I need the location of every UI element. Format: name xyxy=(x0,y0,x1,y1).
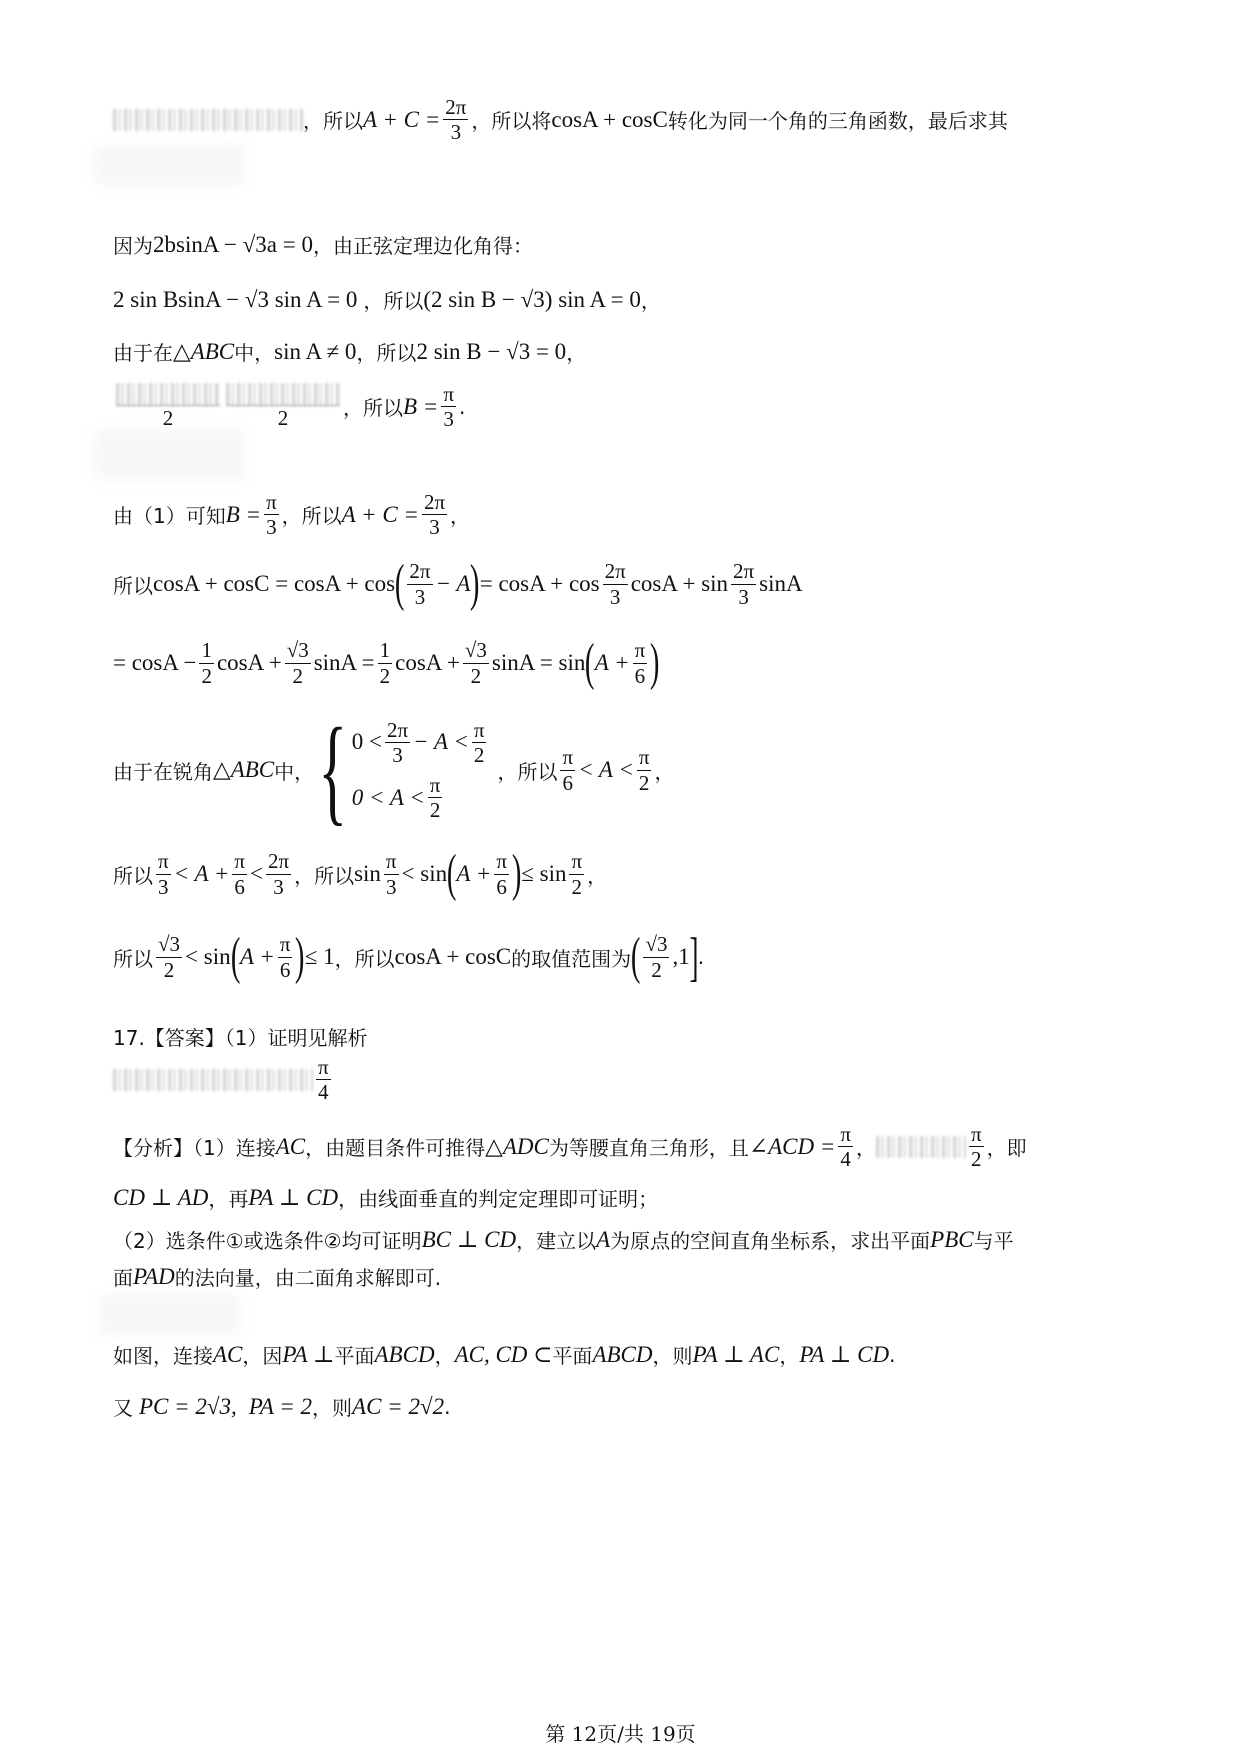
fraction: $\frac{1}{2}$ xyxy=(201,638,212,688)
math-expr: ∠ACD = xyxy=(748,1133,836,1159)
text: 为等腰直角三角形，且 xyxy=(548,1136,749,1161)
text: ， xyxy=(654,759,675,784)
fraction: $\frac{2\pi}{3}$ xyxy=(733,559,755,609)
math-expr: △ABC xyxy=(213,757,275,782)
math-expr: sinA = xyxy=(313,650,375,675)
text: 的法向量，由二面角求解即可. xyxy=(174,1266,442,1290)
text: ，所以将 xyxy=(471,109,552,134)
math-expr: PC = 2√3, xyxy=(139,1393,237,1419)
math-expr: BC ⊥ CD xyxy=(421,1226,517,1252)
fraction: $\frac{√3}{2}$ xyxy=(645,932,668,982)
math-expr: AC = 2√2 xyxy=(352,1393,445,1419)
text-line-18 xyxy=(113,1340,896,1369)
text: . xyxy=(697,945,705,969)
math-expr: < A < xyxy=(578,757,634,782)
text-line-7 xyxy=(113,555,803,612)
math-expr: cosA + cosC xyxy=(394,944,512,969)
math-expr: PBC xyxy=(930,1226,974,1252)
left-brace: { xyxy=(318,703,348,836)
text: ，则 xyxy=(312,1396,353,1420)
fraction: $\frac{\pi}{6}$ xyxy=(562,745,574,795)
text: 平面 xyxy=(334,1344,375,1368)
math-expr: < xyxy=(249,861,263,886)
text-line-6 xyxy=(113,490,470,539)
math-expr: 2bsinA − √3a = 0 xyxy=(153,231,313,257)
text: ，所以 xyxy=(334,946,395,971)
text: 因为 xyxy=(113,234,153,258)
watermark-blob xyxy=(95,430,245,480)
text: 的取值范围为 xyxy=(511,946,632,971)
text: ， xyxy=(855,1136,876,1161)
fraction: $\frac{\pi}{6}$ xyxy=(496,849,507,899)
right-paren: ) xyxy=(650,634,660,691)
fraction: $\frac{2\pi}{3}$ xyxy=(445,95,467,145)
text: ， xyxy=(566,341,587,365)
math-expr: ABCD xyxy=(374,1341,435,1367)
math-expr: sinA = sin xyxy=(491,650,586,675)
text-line-11 xyxy=(113,927,705,987)
text: 中， xyxy=(234,341,275,365)
math-expr: A + xyxy=(594,650,630,675)
math-expr: ≤ sin xyxy=(521,861,567,886)
math-expr: = cosA + cos xyxy=(479,571,600,596)
math-expr: cosA + xyxy=(216,650,282,675)
watermark-blob xyxy=(100,1295,240,1335)
text: . xyxy=(889,1342,896,1367)
math-expr: = cosA − xyxy=(113,650,197,675)
math-expr: cosA + sin xyxy=(630,571,729,596)
text: ，所以 xyxy=(343,396,403,421)
math-expr: sin A ≠ 0 xyxy=(274,338,357,364)
left-paren: ( xyxy=(230,928,241,985)
text: 所以 xyxy=(113,573,153,598)
left-paren: ( xyxy=(394,555,405,612)
math-expr: A xyxy=(596,1226,611,1252)
math-expr: cosA + cosC xyxy=(551,106,668,132)
fraction: $\frac{\pi}{2}$ xyxy=(970,1122,982,1172)
text: ，所以 xyxy=(281,504,342,529)
text: 为原点的空间直角坐标系，求出平面 xyxy=(610,1229,931,1253)
text-line-14 xyxy=(113,1122,1027,1171)
math-expr: PA ⊥ xyxy=(282,1341,335,1367)
text: ，即 xyxy=(986,1136,1027,1161)
text: ，由正弦定理边化角得： xyxy=(312,234,533,258)
fraction: $\frac{\pi}{6}$ xyxy=(634,638,646,688)
fraction: $\frac{√3}{2}$ xyxy=(464,638,487,688)
text: . xyxy=(444,1394,451,1419)
page-footer: 第 12页/共 19页 xyxy=(545,1722,696,1746)
text: ，所以 xyxy=(363,289,424,313)
math-expr: AC, CD ⊂ xyxy=(454,1341,553,1367)
text: 由（1）可知 xyxy=(113,504,226,529)
text-line-16 xyxy=(113,1225,1014,1254)
math-expr: cosA + xyxy=(395,650,460,675)
math-expr: PA ⊥ AC xyxy=(692,1341,780,1367)
math-expr: < sin xyxy=(185,944,231,969)
text: ，所以 xyxy=(497,759,558,784)
fraction: $\frac{\pi}{3}$ xyxy=(266,490,277,540)
fraction: $\frac{\pi}{4}$ xyxy=(318,1055,329,1105)
text-line-17 xyxy=(113,1262,441,1291)
left-paren: ( xyxy=(585,634,595,691)
math-expr: PAD xyxy=(133,1263,175,1289)
text: ，因 xyxy=(242,1344,283,1368)
fraction: $\frac{√3}{2}$ xyxy=(158,932,181,982)
math-expr: A + C = xyxy=(341,501,419,527)
text: ， xyxy=(450,504,471,529)
text: 由于在 xyxy=(113,341,173,365)
fraction: $\frac{√3}{2}$ xyxy=(286,638,309,688)
fraction: $\frac{\pi}{2}$ xyxy=(638,745,650,795)
text: 平面 xyxy=(552,1344,593,1368)
math-expr: 2 sin BsinA − √3 sin A = 0 xyxy=(113,286,358,312)
text: 17.【答案】（1）证明见解析 xyxy=(113,1026,368,1050)
text: ，所以 xyxy=(303,109,363,134)
fraction: $\frac{\pi}{4}$ xyxy=(840,1122,851,1172)
left-paren: ( xyxy=(446,845,457,902)
text-line-3 xyxy=(113,285,661,314)
math-expr: sin xyxy=(354,861,381,886)
math-expr: B = xyxy=(403,393,439,419)
answer-heading xyxy=(113,1022,368,1051)
watermark-blob xyxy=(95,145,245,185)
text: ，由题目条件可推得 xyxy=(305,1136,486,1161)
math-expr: − A xyxy=(435,571,471,596)
text-line-1 xyxy=(113,95,1008,144)
math-expr: PA ⊥ CD xyxy=(248,1184,339,1210)
text: 面 xyxy=(113,1266,133,1290)
text: ，再 xyxy=(208,1187,249,1211)
text: ，所以 xyxy=(294,863,355,888)
text: 与平 xyxy=(973,1229,1014,1253)
math-expr: A + xyxy=(456,861,492,886)
fraction: $\frac{2\pi}{3}$ xyxy=(423,490,446,540)
text: ， xyxy=(640,289,661,313)
text: ，由线面垂直的判定定理即可证明； xyxy=(338,1187,659,1211)
right-bracket: ] xyxy=(689,927,699,987)
math-expr: cosA + cosC = cosA + cos xyxy=(153,571,396,596)
math-expr: △ADC xyxy=(485,1133,549,1159)
text: ， xyxy=(434,1344,455,1368)
right-paren: ) xyxy=(511,845,522,902)
text: . xyxy=(458,394,466,419)
math-expr: 2 sin B − √3 = 0 xyxy=(416,338,567,364)
fraction: 2 xyxy=(116,383,220,430)
text: 又 xyxy=(113,1396,133,1420)
text-line-4 xyxy=(113,337,586,366)
text: 所以 xyxy=(113,946,153,971)
text-line-13 xyxy=(113,1055,334,1104)
fraction: $\frac{2\pi}{3}$ xyxy=(267,849,290,899)
text: 转化为同一个角的三角函数，最后求其 xyxy=(667,109,1008,134)
text-line-19 xyxy=(113,1392,450,1421)
fraction: 2 xyxy=(226,383,340,430)
equation-system: { 0 < $\frac{2\pi}{3}$ − A < $\frac{\pi}{2}$ 0 < A < $\frac{\pi}{2}$ xyxy=(318,703,485,836)
text-line-8 xyxy=(113,634,660,691)
blurred-text xyxy=(113,1069,313,1091)
text: ，所以 xyxy=(356,341,417,365)
math-expr: PA ⊥ CD xyxy=(799,1341,890,1367)
text-line-15 xyxy=(113,1183,658,1212)
right-paren: ) xyxy=(470,555,480,612)
math-expr: < sin xyxy=(401,861,448,886)
text-line-9 xyxy=(113,703,675,836)
math-expr: PA = 2 xyxy=(248,1393,313,1419)
math-expr: CD ⊥ AD xyxy=(113,1184,209,1210)
fraction: $\frac{\pi}{6}$ xyxy=(279,932,291,982)
fraction: $\frac{\pi}{2}$ xyxy=(571,849,583,899)
text: ， xyxy=(587,863,608,888)
math-expr: (2 sin B − √3) sin A = 0 xyxy=(423,286,641,312)
text: 所以 xyxy=(113,863,153,888)
math-expr: A + C = xyxy=(363,106,441,132)
right-paren: ) xyxy=(295,928,305,985)
math-expr: A + xyxy=(239,944,275,969)
text: ，建立以 xyxy=(516,1229,597,1253)
fraction: $\frac{1}{2}$ xyxy=(379,638,391,688)
text: 【分析】（1）连接 xyxy=(113,1136,276,1161)
text: ，则 xyxy=(652,1344,693,1368)
text-line-2 xyxy=(113,230,533,259)
fraction: $\frac{\pi}{3}$ xyxy=(385,849,397,899)
math-expr: ,1 xyxy=(672,944,690,969)
math-expr: △ABC xyxy=(173,338,235,364)
text: ， xyxy=(779,1344,800,1368)
text: 由于在锐角 xyxy=(113,759,213,784)
fraction: $\frac{\pi}{3}$ xyxy=(443,382,454,432)
math-expr: AC xyxy=(213,1341,243,1367)
math-expr: < A + xyxy=(173,861,230,886)
math-expr: ≤ 1 xyxy=(304,944,335,969)
text: 中， xyxy=(274,759,315,784)
fraction: $\frac{2\pi}{3}$ xyxy=(604,559,626,609)
math-expr: B = xyxy=(225,501,262,527)
text-line-10 xyxy=(113,845,608,902)
text: （2）选条件①或选条件②均可证明 xyxy=(113,1229,422,1253)
math-expr: ABCD xyxy=(592,1341,653,1367)
fraction: $\frac{\pi}{6}$ xyxy=(234,849,245,899)
fraction: $\frac{\pi}{3}$ xyxy=(158,849,169,899)
math-expr: AC xyxy=(275,1133,306,1159)
text: 如图，连接 xyxy=(113,1344,213,1368)
blurred-text xyxy=(876,1136,966,1158)
math-expr: sinA xyxy=(759,571,803,596)
left-paren: ( xyxy=(631,928,641,985)
fraction: $\frac{2\pi}{3}$ xyxy=(409,559,431,609)
text-line-5 xyxy=(113,382,465,431)
blurred-text xyxy=(113,109,303,131)
